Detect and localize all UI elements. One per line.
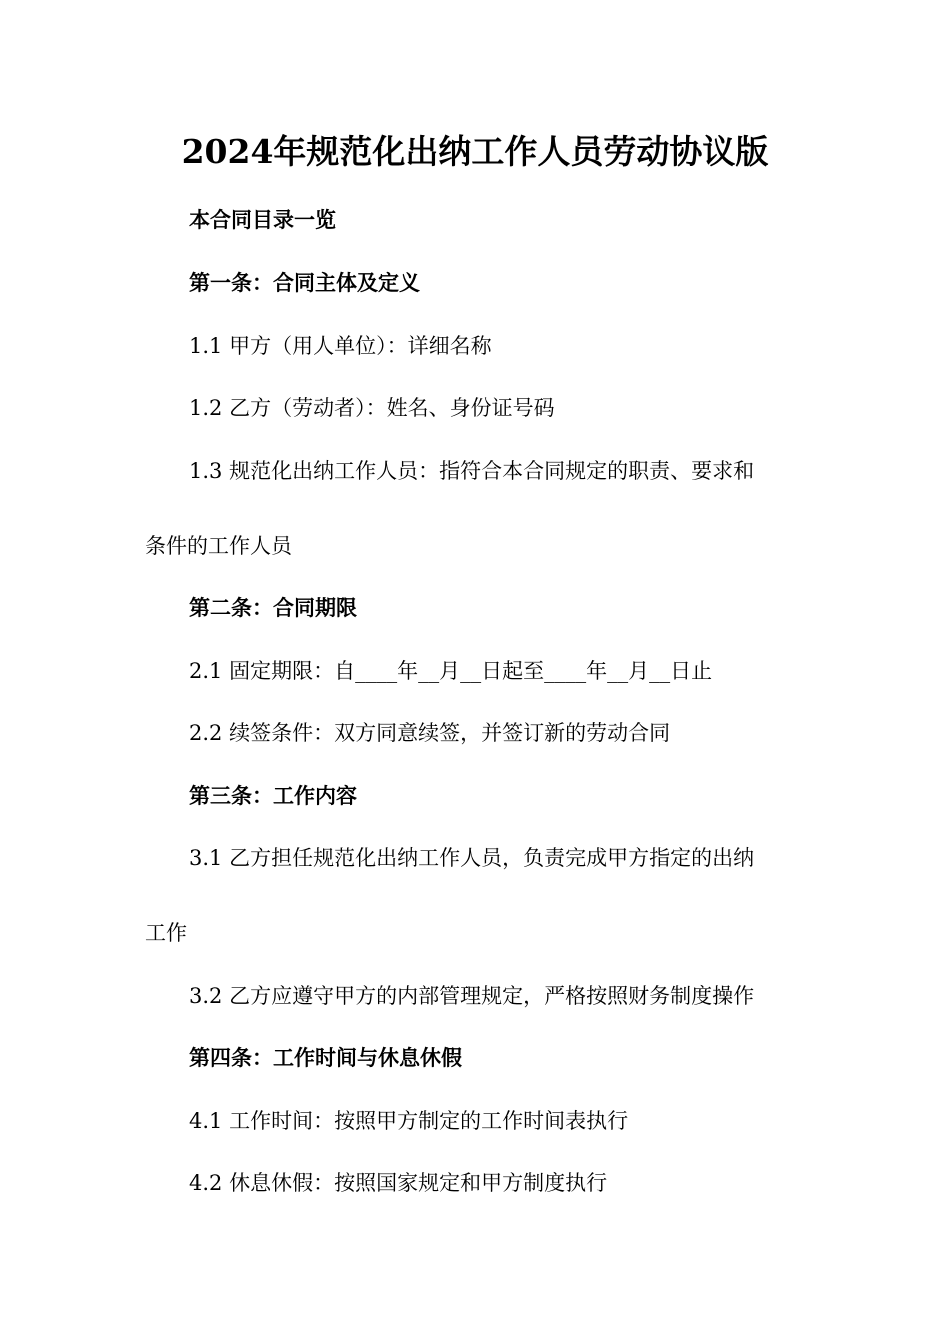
article4-heading: 第四条：工作时间与休息休假 — [189, 1046, 462, 1070]
clause-2-2: 2.2 续签条件：双方同意续签，并签订新的劳动合同 — [189, 721, 671, 745]
document-title: 2024年规范化出纳工作人员劳动协议版 — [181, 132, 769, 171]
clause-4-1: 4.1 工作时间：按照甲方制定的工作时间表执行 — [189, 1109, 629, 1133]
clause-3-2: 3.2 乙方应遵守甲方的内部管理规定，严格按照财务制度操作 — [189, 984, 755, 1008]
clause-1-3-line2: 条件的工作人员 — [145, 534, 292, 558]
article1-heading: 第一条：合同主体及定义 — [189, 271, 420, 295]
clause-1-1: 1.1 甲方（用人单位）：详细名称 — [189, 334, 492, 358]
article2-heading: 第二条：合同期限 — [189, 596, 357, 620]
clause-3-1-line1: 3.1 乙方担任规范化出纳工作人员，负责完成甲方指定的出纳 — [189, 846, 755, 870]
clause-4-2: 4.2 休息休假：按照国家规定和甲方制度执行 — [189, 1171, 608, 1195]
clause-1-3-line1: 1.3 规范化出纳工作人员：指符合本合同规定的职责、要求和 — [189, 459, 755, 483]
clause-1-2: 1.2 乙方（劳动者）：姓名、身份证号码 — [189, 396, 555, 420]
article3-heading: 第三条：工作内容 — [189, 784, 357, 808]
clause-3-1-line2: 工作 — [145, 921, 187, 945]
toc-heading: 本合同目录一览 — [189, 208, 336, 232]
clause-2-1: 2.1 固定期限：自____年__月__日起至____年__月__日止 — [189, 659, 713, 683]
